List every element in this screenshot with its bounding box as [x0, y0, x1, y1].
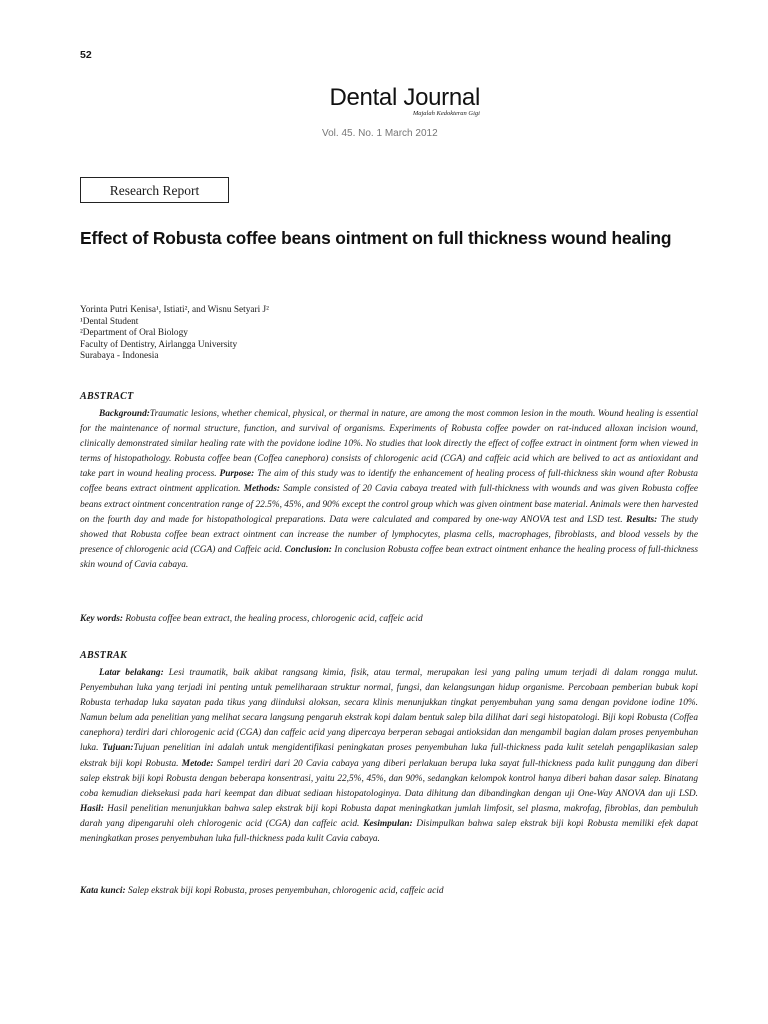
- abstract-label: Conclusion:: [284, 544, 332, 555]
- abstract-label: Results:: [626, 514, 658, 525]
- abstract-label: Methods:: [243, 484, 281, 495]
- affiliation-line: Surabaya - Indonesia: [80, 351, 159, 361]
- author-affiliations: [80, 305, 480, 363]
- keywords-text: Robusta coffee bean extract, the healing process, chlorogenic acid, caffeic acid: [125, 614, 423, 624]
- abstrak-body: [80, 666, 698, 847]
- affiliation-line: ¹Dental Student: [80, 316, 139, 327]
- author-names: Yorinta Putri Kenisa¹, Istiati², and Wisnu Setyari J²: [80, 305, 269, 315]
- kata-kunci-text: Salep ekstrak biji kopi Robusta, proses penyembuhan, chlorogenic acid, caffeic acid: [127, 886, 444, 896]
- keywords: [80, 614, 698, 624]
- abstrak-label: Tujuan:: [102, 743, 134, 754]
- abstrak-text: Sampel terdiri dari 20 Cavia cabaya yang diberi perlakuan berupa luka sayat full-thickness pada kulit punggung dan diberi salep ekstrak biji kopi Robusta dengan beberapa konsentrasi, yaitu 22,5%, 45%, dan 90%, sedangkan kelompok kontrol hanya diberi bahan dasar salep. Binatang coba kemudian dieksekusi pada hari keempat dan dibuat sediaan histopatologinya. Data dihitung dan dibandingkan dengan uji One-Way ANOVA dan uji LSD.: [80, 758, 698, 799]
- abstrak-text: Lesi traumatik, baik akibat rangsang kimia, fisik, atau termal, merupakan lesi yang paling umum terjadi di dalam rongga mulut. Penyembuhan luka yang terjadi ini penting untuk pemeliharaan struktur normal, fungsi, dan kelangsungan hidup organisme. Percobaan pemberian bubuk kopi Robusta terhadap luka sayatan pada tikus yang diinduksi aloksan, secara klinis menunjukkan tingkat penyembuhan yang sama dengan povidone iodine 10%. Namun belum ada penelitian yang melihat secara langsung pengaruh ekstrak kopi dalam bentuk salep bila dilihat dari segi histopatologi. Biji kopi Robusta (Coffea canephora) terdiri dari chlorogenic acid (CGA) dan caffeic acid yang dipercaya berperan sebagai antioksidan dan mengambil bagian dalam proses penyembuhan luka.: [80, 668, 699, 754]
- article-title: Effect of Robusta coffee beans ointment on full thickness wound healing: [80, 228, 672, 248]
- abstrak-label: Hasil:: [80, 803, 104, 814]
- keywords-label: Key words:: [80, 614, 123, 624]
- section-label: Research Report: [80, 177, 229, 203]
- kata-kunci: [80, 886, 698, 896]
- abstrak-label: Kesimpulan:: [363, 818, 413, 829]
- volume-info: Vol. 45. No. 1 March 2012: [322, 128, 438, 139]
- abstrak-heading: ABSTRAK: [80, 650, 128, 661]
- page-number: 52: [80, 49, 92, 61]
- abstrak-label: Metode:: [181, 758, 214, 769]
- abstract-heading: ABSTRACT: [80, 391, 134, 402]
- abstrak-text: Tujuan penelitian ini adalah untuk mengidentifikasi peningkatan proses penyembuhan luka full-thickness pada kulit setelah pengaplikasian salep ekstrak biji kopi Robusta.: [80, 743, 698, 769]
- abstract-body: [80, 407, 698, 573]
- affiliation-line: ²Department of Oral Biology: [80, 328, 188, 338]
- abstrak-label: Latar belakang:: [99, 668, 164, 678]
- affiliation-line: Faculty of Dentistry, Airlangga University: [80, 339, 238, 350]
- abstrak-text: Hasil penelitian menunjukkan bahwa salep ekstrak biji kopi Robusta dapat meningkatkan jumlah limfosit, sel plasma, makrofag, fibroblas, dan pembuluh darah yang dipengaruhi oleh chlorogenic acid (CGA) dan caffeic acid.: [80, 803, 698, 829]
- abstract-label: Background:: [99, 409, 150, 419]
- abstract-label: Purpose:: [219, 469, 255, 480]
- abstrak-text: Disimpulkan bahwa salep ekstrak biji kopi Robusta memiliki efek dapat meningkatkan proses penyembuhan luka full-thickness pada kulit Cavia cabaya.: [80, 818, 698, 845]
- abstract-text: The aim of this study was to identify the enhancement of healing process of full-thickness skin wound after Robusta coffee beans extract ointment application.: [80, 469, 698, 495]
- kata-kunci-label: Kata kunci:: [80, 886, 126, 896]
- abstract-text: Sample consisted of 20 Cavia cabaya treated with full-thickness with wounds and was given Robusta coffee beans extract ointment concentration range of 22.5%, 45%, and 90% except the control group which was given ointment base material. Animals were then harvested on the fourth day and made for histopathological preparations. Data were calculated and compared by one-way ANOVA test and LSD test.: [80, 484, 698, 525]
- abstract-text: In conclusion Robusta coffee bean extract ointment enhance the healing process of full-thickness skin wound of Cavia cabaya.: [80, 544, 698, 570]
- journal-title: Dental Journal: [329, 84, 480, 111]
- abstract-text: The study showed that Robusta coffee bean extract ointment can increase the number of lymphocytes, plasma cells, macrophages, fibroblasts, and blood vessels by the presence of chlorogenic acid (CGA) and Caffeic acid.: [80, 514, 699, 555]
- abstract-text: Traumatic lesions, whether chemical, physical, or thermal in nature, are among the most common lesion in the mouth. Wound healing is essential for the maintenance of normal structure, function, and survival of organisms. Experiments of Robusta coffee powder on rat-induced alloxan incision wound, clinically demonstrated similar healing rate with the povidone iodine 10%. No studies that look directly the effect of coffee extract in ointment form when viewed in terms of histopathology. Robusta coffee bean (Coffea canephora) consists of chlorogenic acid (CGA) and caffeic acid which are belived to act as antioxidant and take part in wound healing process.: [80, 409, 698, 480]
- journal-masthead: [329, 84, 480, 117]
- journal-tagline: Majalah Kedokteran Gigi: [412, 110, 480, 117]
